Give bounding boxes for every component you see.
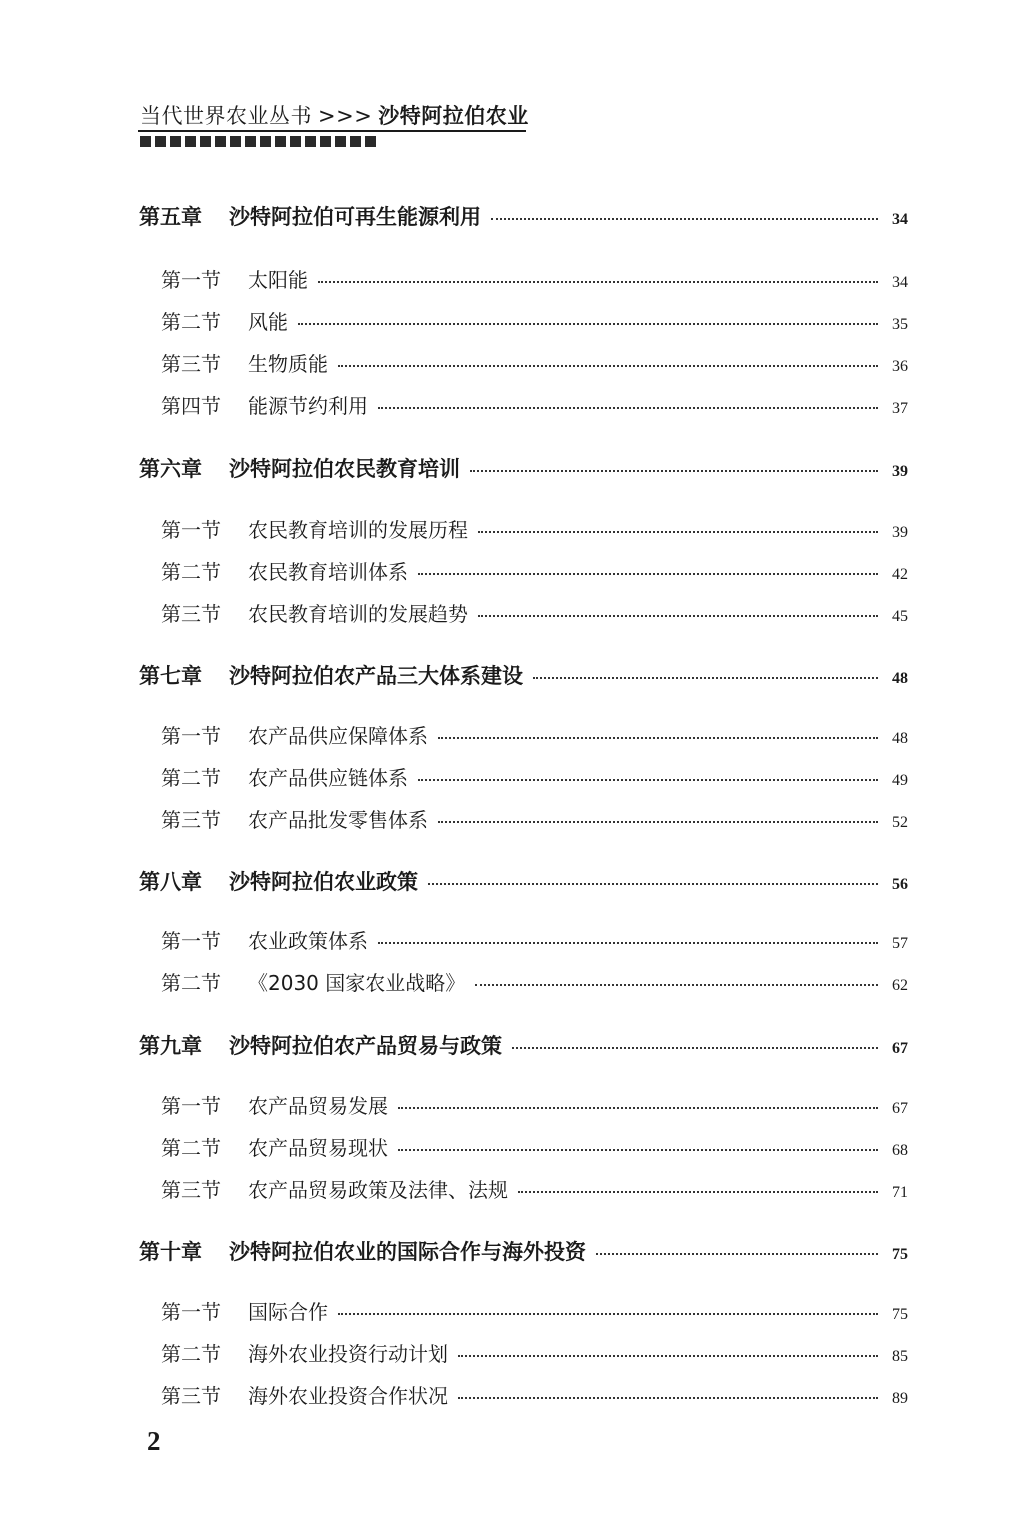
section-number: 第三节: [161, 1384, 221, 1408]
section-number: 第一节: [161, 1094, 221, 1118]
dot-leader: [438, 821, 878, 823]
toc-section-entry: [161, 804, 908, 833]
section-title: 《2030 国家农业战略》: [248, 971, 466, 995]
dot-leader: [478, 615, 878, 617]
dot-leader: [458, 1397, 878, 1399]
section-number: 第三节: [161, 602, 221, 626]
toc-chapter-entry: [139, 453, 908, 483]
section-title: 农产品供应保障体系: [248, 724, 428, 748]
section-title: 太阳能: [248, 268, 308, 292]
toc-section-entry: [161, 598, 908, 627]
dot-leader: [438, 737, 878, 739]
page-reference: 35: [892, 316, 908, 333]
toc-section-entry: [161, 556, 908, 585]
toc-chapter-entry: [139, 201, 908, 231]
section-number: 第一节: [161, 724, 221, 748]
section-number: 第三节: [161, 1178, 221, 1202]
section-number: 第二节: [161, 1136, 221, 1160]
toc-section-entry: [161, 1380, 908, 1409]
section-title: 农产品贸易现状: [248, 1136, 388, 1160]
dot-leader: [518, 1191, 878, 1193]
header-decorative-blocks: [140, 136, 376, 147]
section-title: 国际合作: [248, 1300, 328, 1324]
page-reference: 85: [892, 1348, 908, 1365]
page-reference: 48: [892, 730, 908, 747]
section-title: 农产品贸易政策及法律、法规: [248, 1178, 508, 1202]
section-number: 第一节: [161, 518, 221, 542]
page-reference: 68: [892, 1142, 908, 1159]
toc-chapter-entry: [139, 1030, 908, 1060]
page-reference: 36: [892, 358, 908, 375]
dot-leader: [596, 1253, 878, 1255]
toc-section-entry: [161, 514, 908, 543]
section-title: 农民教育培训体系: [248, 560, 408, 584]
dot-leader: [470, 470, 878, 472]
dot-leader: [475, 984, 878, 986]
page-reference: 89: [892, 1390, 908, 1407]
section-title: 农业政策体系: [248, 929, 368, 953]
header-rule: [138, 130, 526, 132]
section-number: 第二节: [161, 310, 221, 334]
dot-leader: [298, 323, 878, 325]
page-reference: 34: [892, 274, 908, 291]
page-reference: 62: [892, 977, 908, 994]
page-reference: 34: [892, 211, 908, 228]
section-title: 海外农业投资行动计划: [248, 1342, 448, 1366]
dot-leader: [533, 677, 878, 679]
section-number: 第二节: [161, 971, 221, 995]
header-separator: >>>: [318, 104, 373, 128]
toc-section-entry: [161, 762, 908, 791]
dot-leader: [378, 942, 878, 944]
section-title: 风能: [248, 310, 288, 334]
page-reference: 39: [892, 463, 908, 480]
chapter-title: 沙特阿拉伯农业政策: [229, 870, 418, 894]
dot-leader: [338, 1313, 878, 1315]
toc-section-entry: [161, 1174, 908, 1203]
section-title: 生物质能: [248, 352, 328, 376]
dot-leader: [458, 1355, 878, 1357]
section-number: 第二节: [161, 1342, 221, 1366]
page-reference: 71: [892, 1184, 908, 1201]
toc-chapter-entry: [139, 866, 908, 896]
chapter-number: 第七章: [139, 664, 202, 688]
page-reference: 56: [892, 876, 908, 893]
page-reference: 52: [892, 814, 908, 831]
page-reference: 48: [892, 670, 908, 687]
page-number: 2: [147, 1426, 161, 1456]
dot-leader: [428, 883, 878, 885]
page-reference: 57: [892, 935, 908, 952]
toc-chapter-entry: [139, 660, 908, 690]
series-title: 当代世界农业丛书: [140, 104, 312, 128]
section-title: 能源节约利用: [248, 394, 368, 418]
chapter-title: 沙特阿拉伯农民教育培训: [229, 457, 460, 481]
chapter-number: 第八章: [139, 870, 202, 894]
dot-leader: [338, 365, 878, 367]
section-number: 第一节: [161, 1300, 221, 1324]
chapter-number: 第五章: [139, 205, 202, 229]
section-title: 农产品批发零售体系: [248, 808, 428, 832]
page-reference: 67: [892, 1040, 908, 1057]
section-number: 第二节: [161, 560, 221, 584]
section-title: 农产品供应链体系: [248, 766, 408, 790]
toc-section-entry: [161, 925, 908, 954]
page-reference: 67: [892, 1100, 908, 1117]
section-title: 农民教育培训的发展趋势: [248, 602, 468, 626]
chapter-title: 沙特阿拉伯农产品贸易与政策: [229, 1034, 502, 1058]
dot-leader: [418, 573, 878, 575]
toc-section-entry: [161, 264, 908, 293]
dot-leader: [318, 281, 878, 283]
section-title: 农产品贸易发展: [248, 1094, 388, 1118]
running-header: [140, 100, 529, 130]
dot-leader: [478, 531, 878, 533]
toc-section-entry: [161, 390, 908, 419]
chapter-number: 第九章: [139, 1034, 202, 1058]
dot-leader: [378, 407, 878, 409]
section-title: 农民教育培训的发展历程: [248, 518, 468, 542]
page-reference: 45: [892, 608, 908, 625]
toc-section-entry: [161, 1090, 908, 1119]
dot-leader: [418, 779, 878, 781]
toc-section-entry: [161, 306, 908, 335]
section-title: 海外农业投资合作状况: [248, 1384, 448, 1408]
page-reference: 75: [892, 1246, 908, 1263]
dot-leader: [491, 218, 878, 220]
toc-section-entry: [161, 967, 908, 996]
toc-section-entry: [161, 1132, 908, 1161]
page-reference: 42: [892, 566, 908, 583]
section-number: 第三节: [161, 352, 221, 376]
chapter-title: 沙特阿拉伯农产品三大体系建设: [229, 664, 523, 688]
toc-section-entry: [161, 1338, 908, 1367]
section-number: 第一节: [161, 268, 221, 292]
section-number: 第四节: [161, 394, 221, 418]
dot-leader: [398, 1149, 878, 1151]
dot-leader: [398, 1107, 878, 1109]
page-reference: 75: [892, 1306, 908, 1323]
chapter-title: 沙特阿拉伯农业的国际合作与海外投资: [229, 1240, 586, 1264]
page-reference: 49: [892, 772, 908, 789]
page-reference: 39: [892, 524, 908, 541]
toc-section-entry: [161, 1296, 908, 1325]
chapter-title: 沙特阿拉伯可再生能源利用: [229, 205, 481, 229]
book-title: 沙特阿拉伯农业: [378, 104, 529, 128]
chapter-number: 第十章: [139, 1240, 202, 1264]
chapter-number: 第六章: [139, 457, 202, 481]
toc-section-entry: [161, 720, 908, 749]
section-number: 第二节: [161, 766, 221, 790]
toc-chapter-entry: [139, 1236, 908, 1266]
toc-section-entry: [161, 348, 908, 377]
section-number: 第一节: [161, 929, 221, 953]
page-reference: 37: [892, 400, 908, 417]
dot-leader: [512, 1047, 878, 1049]
section-number: 第三节: [161, 808, 221, 832]
